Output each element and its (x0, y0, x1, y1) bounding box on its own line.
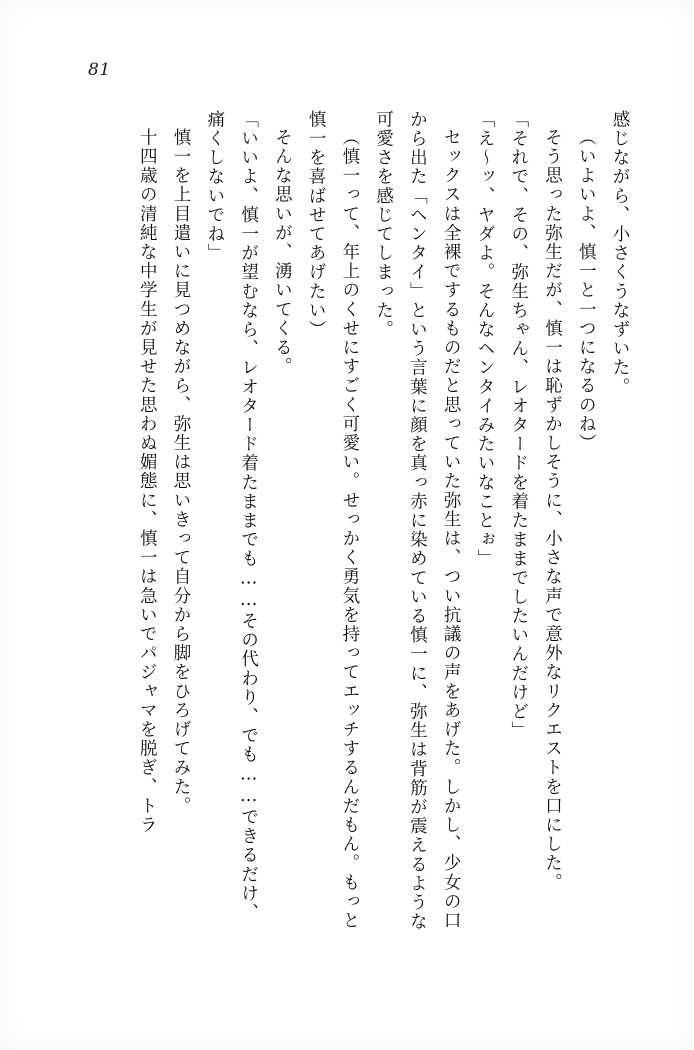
paragraph: 慎一を上目遣いに見つめながら、弥生は思いきって自分から脚をひろげてみた。 (171, 127, 192, 816)
page-number: 81 (88, 60, 111, 80)
paragraph: （慎一って、年上のくせにすごく可愛い。せっかく勇気を持ってエッチするんだもん。もっと慎一を喜ばせてあげたい） (306, 110, 360, 930)
paragraph: （いよいよ、慎一と一つになるのね） (576, 127, 597, 453)
paragraph: セックスは全裸でするものだと思っていた弥生は、つい抗議の声をあげた。しかし、少女の口から出た「ヘンタイ」という言葉に顔を真っ赤に染めている慎一に、弥生は背筋が震えるような可愛さを感じてしまった。 (373, 110, 462, 932)
paragraph: 「え～ッ、ヤダよ。そんなヘンタイみたいなことぉ」 (474, 110, 495, 569)
paragraph: 感じながら、小さくうなずいた。 (610, 110, 630, 397)
paragraph: 十四歳の清純な中学生が見せた思わぬ媚態に、慎一は急いでパジャマを脱ぎ、トラ (137, 127, 158, 835)
body-text (60, 110, 636, 940)
paragraph: 「いいよ、慎一が望むなら、レオタード着たままでも……その代わり、でも……できるだけ、痛くしないでね」 (204, 110, 259, 923)
paragraph: そんな思いが、湧いてくる。 (272, 127, 293, 376)
paragraph: 「それで、その、弥生ちゃん、レオタードを着たままでしたいんだけど」 (508, 110, 529, 741)
paragraph: そう思った弥生だが、慎一は恥ずかしそうに、小さな声で意外なリクエストを口にした。 (542, 127, 563, 892)
